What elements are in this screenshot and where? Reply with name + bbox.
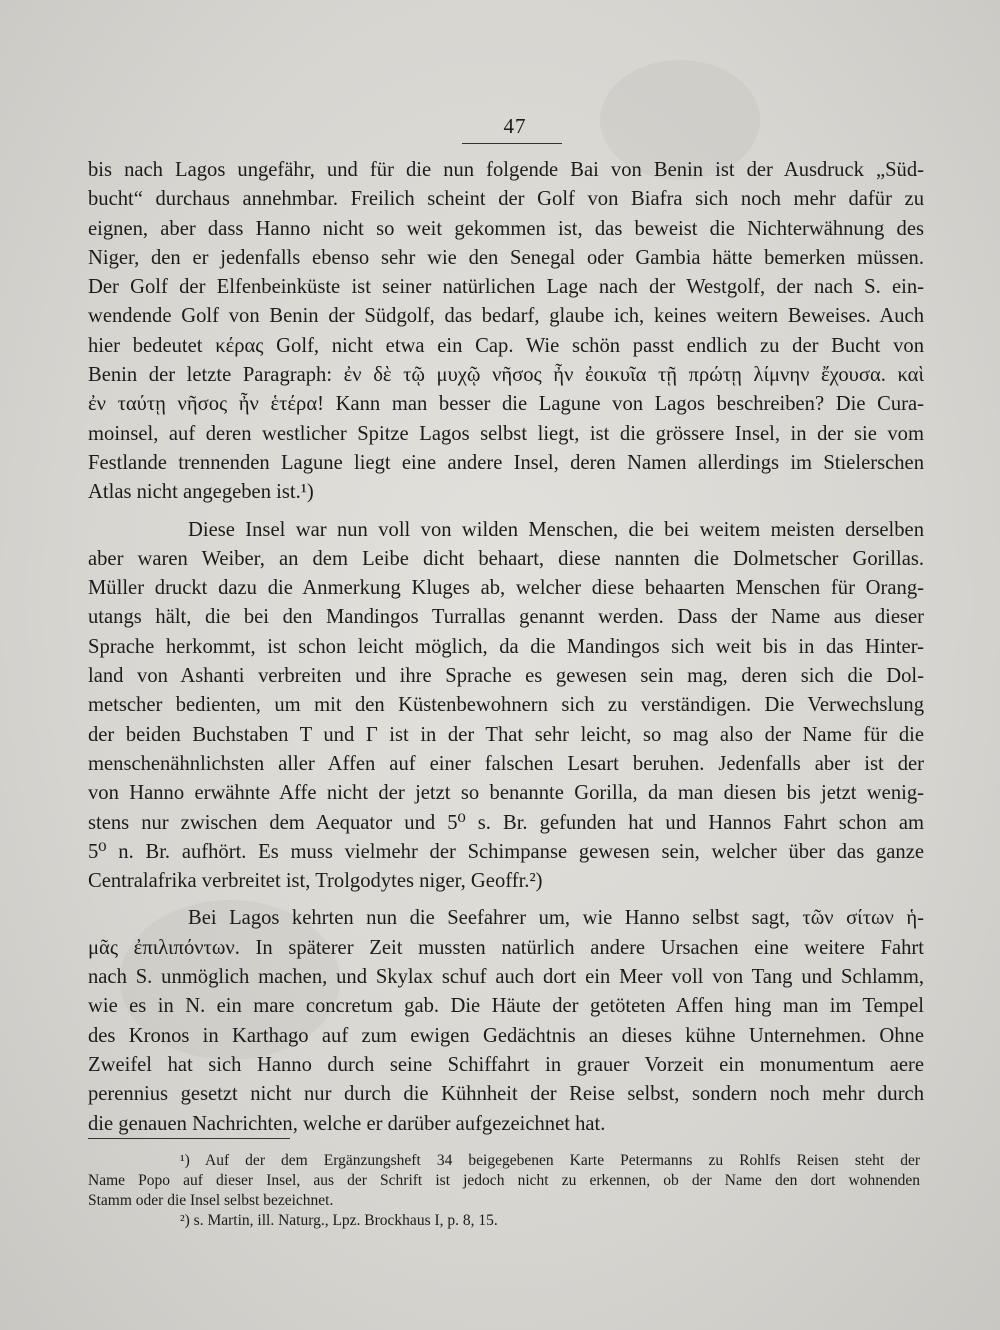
text-line: Sprache herkommt, ist schon leicht möglich, da die Mandingos sich weit bis in das Hinter-	[88, 635, 924, 658]
text-line: μᾶς ἐπιλιπόντων. In späterer Zeit mussten natürlich andere Ursachen eine weitere Fahrt	[88, 936, 924, 959]
text-line: Bei Lagos kehrten nun die Seefahrer um, wie Hanno selbst sagt, τῶν σίτων ἡ-	[188, 907, 924, 930]
text-line: land von Ashanti verbreiten und ihre Sprache es gewesen sein mag, deren sich die Dol-	[88, 665, 924, 688]
text-line: wie es in N. ein mare concretum gab. Die Häute der getöteten Affen hing man im Tempel	[88, 995, 924, 1018]
text-line: Der Golf der Elfenbeinküste ist seiner natürlichen Lage nach der Westgolf, der nach S. ein-	[88, 276, 924, 299]
footnotes	[88, 1151, 920, 1231]
footnote-line: ²) s. Martin, ill. Naturg., Lpz. Brockhaus I, p. 8, 15.	[180, 1212, 498, 1229]
text-line: der beiden Buchstaben T und Γ ist in der That sehr leicht, so mag also der Name für die	[88, 723, 924, 746]
text-line: Centralafrika verbreitet ist, Trolgodytes niger, Geoffr.²)	[88, 870, 543, 893]
body-text	[88, 156, 924, 1139]
text-line: Diese Insel war nun voll von wilden Menschen, die bei weitem meisten derselben	[188, 518, 924, 541]
paragraph-3	[88, 904, 924, 1138]
footnote-line: Name Popo auf dieser Insel, aus der Schrift ist jedoch nicht zu erkennen, ob der Name den dort wohnenden	[88, 1172, 920, 1189]
text-line: Atlas nicht angegeben ist.¹)	[88, 481, 314, 504]
footnote-2	[88, 1211, 920, 1231]
text-line: Benin der letzte Paragraph: ἐν δὲ τῷ μυχῷ νῆσος ἦν ἐοικυῖα τῇ πρώτῃ λίμνην ἔχουσα. καὶ	[88, 364, 924, 387]
text-line: Zweifel hat sich Hanno durch seine Schiffahrt in grauer Vorzeit ein monumentum aere	[88, 1053, 924, 1076]
footnote-line: Stamm oder die Insel selbst bezeichnet.	[88, 1192, 334, 1209]
text-line: menschenähnlichsten aller Affen auf einer falschen Lesart beruhen. Jedenfalls aber ist der	[88, 752, 924, 775]
page-number-rule	[462, 143, 562, 144]
page-number: 47	[503, 114, 527, 138]
text-line: perennius gesetzt nicht nur durch die Kühnheit der Reise selbst, sondern noch mehr durch	[88, 1083, 924, 1106]
text-line: utangs hält, die bei den Mandingos Turrallas genannt werden. Dass der Name aus dieser	[88, 606, 924, 629]
text-line: moinsel, auf deren westlicher Spitze Lagos selbst liegt, ist die grössere Insel, in der sie vom	[88, 422, 924, 445]
text-line: des Kronos in Karthago auf zum ewigen Gedächtnis an dieses kühne Unternehmen. Ohne	[88, 1024, 924, 1047]
text-line: eignen, aber dass Hanno nicht so weit gekommen ist, das beweist die Nichterwähnung des	[88, 217, 924, 240]
text-line: hier bedeutet κέρας Golf, nicht etwa ein Cap. Wie schön passt endlich zu der Bucht von	[88, 334, 924, 357]
footnote-line: ¹) Auf der dem Ergänzungsheft 34 beigegebenen Karte Petermanns zu Rohlfs Reisen steht der	[180, 1152, 920, 1169]
text-line: Festlande trennenden Lagune liegt eine andere Insel, deren Namen allerdings im Stielerschen	[88, 451, 924, 474]
text-line: nach S. unmöglich machen, und Skylax schuf auch dort ein Meer voll von Tang und Schlamm,	[88, 966, 924, 989]
footnote-1	[88, 1151, 920, 1211]
text-line: wendende Golf von Benin der Südgolf, das bedarf, glaube ich, keines weitern Beweises. Auch	[88, 305, 924, 328]
text-line: metscher bedienten, um mit den Küstenbewohnern sich zu verständigen. Die Verwechslung	[88, 694, 924, 717]
paragraph-1	[88, 156, 924, 508]
text-line: ἐν ταύτῃ νῆσος ἦν ἑτέρα! Kann man besser die Lagune von Lagos beschreiben? Die Cura-	[88, 393, 924, 416]
footnote-rule	[88, 1138, 290, 1139]
text-line: Müller druckt dazu die Anmerkung Kluges ab, welcher diese behaarten Menschen für Orang-	[88, 577, 924, 600]
text-line: bis nach Lagos ungefähr, und für die nun folgende Bai von Benin ist der Ausdruck „Süd-	[88, 159, 924, 181]
text-line: von Hanno erwähnte Affe nicht der jetzt so benannte Gorilla, da man diesen bis jetzt wenig-	[88, 782, 924, 805]
paragraph-2	[88, 516, 924, 897]
text-line: 5⁰ n. Br. aufhört. Es muss vielmehr der Schimpanse gewesen sein, welcher über das ganze	[88, 840, 924, 863]
text-line: aber waren Weiber, an dem Leibe dicht behaart, diese nannten die Dolmetscher Gorillas.	[88, 547, 924, 570]
text-line: stens nur zwischen dem Aequator und 5⁰ s. Br. gefunden hat und Hannos Fahrt schon am	[88, 811, 924, 834]
text-line: bucht“ durchaus annehmbar. Freilich scheint der Golf von Biafra sich noch mehr dafür zu	[88, 188, 924, 211]
text-line: die genauen Nachrichten, welche er darüber aufgezeichnet hat.	[88, 1112, 606, 1135]
text-line: Niger, den er jedenfalls ebenso sehr wie den Senegal oder Gambia hätte bemerken müssen.	[88, 246, 924, 269]
